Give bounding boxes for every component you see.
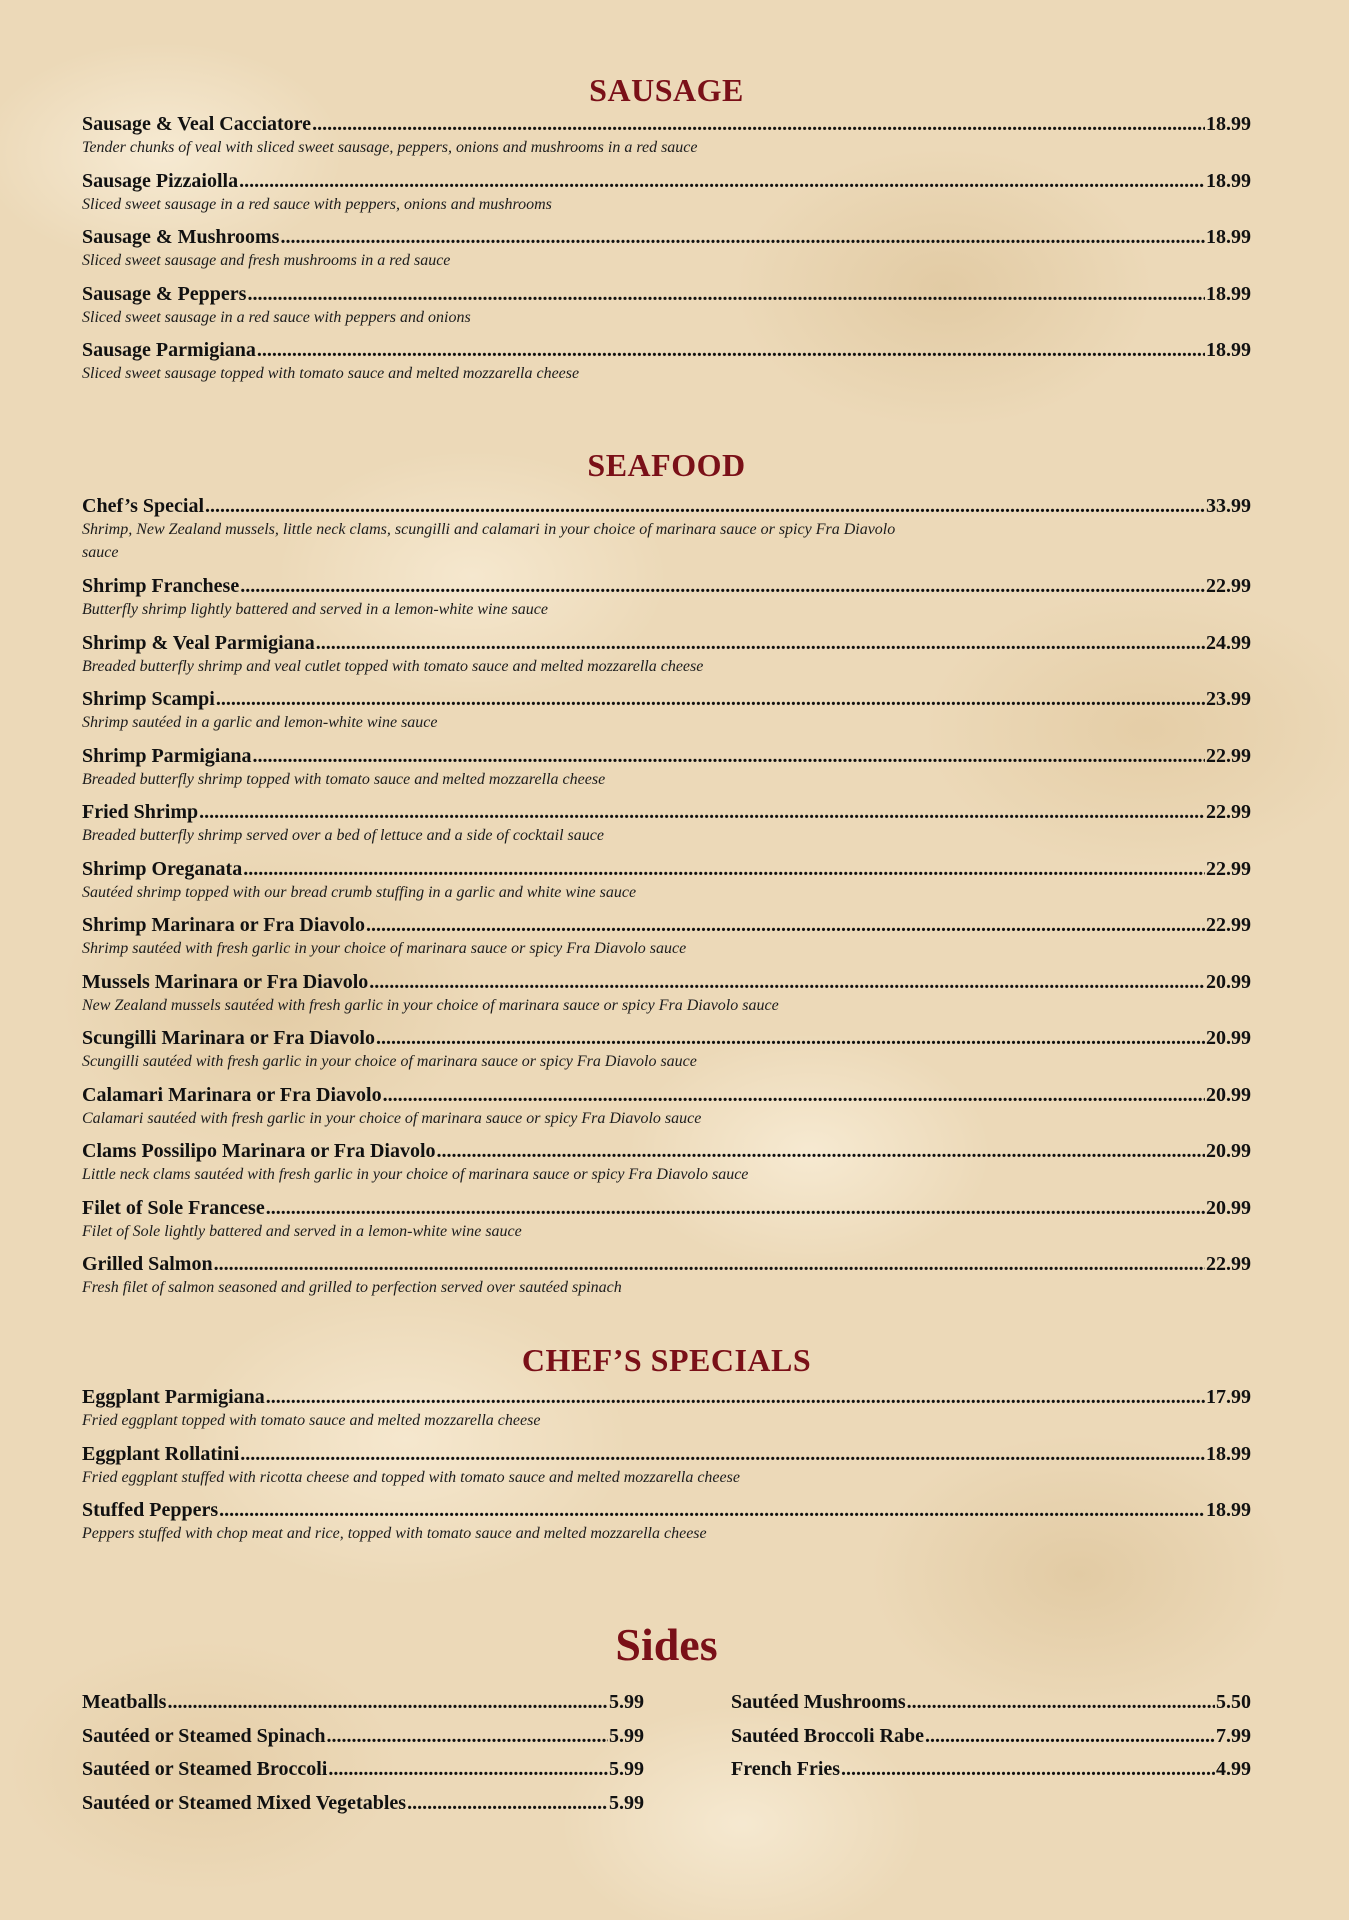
dot-leader <box>167 1690 608 1714</box>
dot-leader <box>216 687 1205 711</box>
dot-leader <box>257 338 1205 362</box>
dot-leader <box>407 1791 608 1815</box>
menu-item <box>82 1196 1251 1253</box>
item-description: Sliced sweet sausage topped with tomato sauce and melted mozzarella cheese <box>82 365 580 382</box>
item-name: Fried Shrimp <box>82 801 199 823</box>
item-price: 4.99 <box>1216 1758 1251 1780</box>
menu-item <box>82 225 1251 282</box>
item-name: Eggplant Parmigiana <box>82 1386 265 1408</box>
dot-leader <box>376 1026 1205 1050</box>
section-title-sausage: SAUSAGE <box>589 72 744 108</box>
dot-leader <box>243 857 1205 881</box>
menu-item <box>82 1083 1251 1140</box>
item-description: Sliced sweet sausage in a red sauce with peppers, onions and mushrooms <box>82 195 552 213</box>
item-price: 22.99 <box>1206 744 1251 767</box>
dot-leader <box>316 631 1205 655</box>
item-description: Shrimp sautéed with fresh garlic in your choice of marinara sauce or spicy Fra Diavolo sauce <box>82 940 687 957</box>
side-item <box>82 1757 644 1791</box>
dot-leader <box>925 1724 1215 1748</box>
menu-item <box>82 687 1251 744</box>
item-price: 18.99 <box>1206 282 1251 305</box>
item-name: Sautéed or Steamed Broccoli <box>82 1758 328 1780</box>
item-description: Breaded butterfly shrimp served over a bed of lettuce and a side of cocktail sauce <box>82 827 604 844</box>
item-price: 20.99 <box>1206 970 1251 993</box>
sides-list <box>82 1690 1251 1824</box>
item-price: 5.99 <box>609 1758 644 1780</box>
item-description: Calamari sautéed with fresh garlic in your choice of marinara sauce or spicy Fra Diavolo sauce <box>82 1109 702 1127</box>
dot-leader <box>240 574 1205 598</box>
dot-leader <box>214 1252 1205 1276</box>
sides-column-right <box>731 1690 1251 1824</box>
dot-leader <box>205 494 1205 518</box>
item-name: Sausage Pizzaiolla <box>82 169 239 192</box>
item-price: 5.99 <box>609 1724 644 1747</box>
section-title-seafood: SEAFOOD <box>587 447 746 483</box>
item-price: 18.99 <box>1206 1442 1251 1465</box>
item-name: Shrimp Franchese <box>82 575 240 597</box>
item-description: Scungilli sautéed with fresh garlic in your choice of marinara sauce or spicy Fra Diavolo sauce <box>82 1053 697 1070</box>
seafood-items <box>82 494 1251 1309</box>
item-name: Chef’s Special <box>82 495 205 517</box>
item-price: 18.99 <box>1206 339 1251 361</box>
item-name: Sausage & Veal Cacciatore <box>82 113 312 135</box>
item-description: Filet of Sole lightly battered and served in a lemon-white wine sauce <box>82 1222 522 1240</box>
item-price: 20.99 <box>1206 1027 1251 1049</box>
item-description: Fried eggplant topped with tomato sauce and melted mozzarella cheese <box>82 1412 541 1429</box>
item-name: Stuffed Peppers <box>82 1499 219 1521</box>
side-item <box>731 1757 1251 1791</box>
menu-item <box>82 913 1251 970</box>
menu-item <box>82 1385 1251 1442</box>
dot-leader <box>312 112 1205 136</box>
item-price: 5.99 <box>609 1791 644 1814</box>
side-item <box>82 1690 644 1724</box>
item-price: 22.99 <box>1206 1253 1251 1275</box>
item-price: 20.99 <box>1206 1140 1251 1162</box>
item-name: Shrimp Marinara or Fra Diavolo <box>82 914 365 936</box>
dot-leader <box>219 1498 1205 1522</box>
dot-leader <box>907 1690 1215 1714</box>
item-name: Shrimp & Veal Parmigiana <box>82 631 315 654</box>
item-name: Mussels Marinara or Fra Diavolo <box>82 970 369 993</box>
dot-leader <box>199 800 1205 824</box>
menu-item <box>82 744 1251 801</box>
item-price: 24.99 <box>1206 631 1251 654</box>
item-price: 20.99 <box>1206 1196 1251 1219</box>
side-item <box>731 1724 1251 1758</box>
item-description: Shrimp sautéed in a garlic and lemon-white wine sauce <box>82 714 438 731</box>
dot-leader <box>437 1139 1206 1163</box>
dot-leader <box>366 913 1205 937</box>
menu-item <box>82 338 1251 395</box>
sides-column-left <box>82 1690 644 1824</box>
menu-item <box>82 631 1251 688</box>
item-description: Peppers stuffed with chop meat and rice, topped with tomato sauce and melted mozzarella cheese <box>82 1525 707 1542</box>
dot-leader <box>841 1757 1215 1781</box>
dot-leader <box>369 970 1205 994</box>
item-name: Shrimp Oreganata <box>82 857 243 880</box>
menu-item <box>82 1442 1251 1499</box>
item-price: 22.99 <box>1206 914 1251 936</box>
item-price: 7.99 <box>1216 1724 1251 1747</box>
side-item <box>82 1791 644 1825</box>
item-name: French Fries <box>731 1758 841 1780</box>
item-description: Breaded butterfly shrimp and veal cutlet topped with tomato sauce and melted mozzarella cheese <box>82 657 704 675</box>
dot-leader <box>247 282 1205 306</box>
item-price: 18.99 <box>1206 169 1251 192</box>
section-title-chefs-specials: CHEF’S SPECIALS <box>521 1342 812 1378</box>
section-title-sides: Sides <box>615 1619 718 1670</box>
menu-item <box>82 970 1251 1027</box>
dot-leader <box>240 1442 1205 1466</box>
item-price: 5.99 <box>609 1691 644 1713</box>
item-name: Grilled Salmon <box>82 1253 213 1275</box>
item-name: Sautéed or Steamed Spinach <box>82 1724 326 1747</box>
item-price: 23.99 <box>1206 688 1251 710</box>
item-name: Sausage & Peppers <box>82 282 247 305</box>
dot-leader <box>252 744 1205 768</box>
item-name: Calamari Marinara or Fra Diavolo <box>82 1083 382 1106</box>
item-description: Fresh filet of salmon seasoned and grilled to perfection served over sautéed spinach <box>82 1279 622 1296</box>
dot-leader <box>328 1757 608 1781</box>
item-price: 33.99 <box>1206 495 1251 517</box>
dot-leader <box>280 225 1205 249</box>
item-description: Breaded butterfly shrimp topped with tomato sauce and melted mozzarella cheese <box>82 770 606 788</box>
menu-item <box>82 800 1251 857</box>
item-description: Little neck clams sautéed with fresh garlic in your choice of marinara sauce or spicy Fra Diavolo sauce <box>82 1166 749 1183</box>
item-name: Sautéed Broccoli Rabe <box>731 1724 924 1747</box>
item-price: 18.99 <box>1206 226 1251 248</box>
dot-leader <box>239 169 1205 193</box>
side-item <box>731 1690 1251 1724</box>
dot-leader <box>266 1385 1205 1409</box>
side-item <box>82 1724 644 1758</box>
menu-item <box>82 494 1251 574</box>
item-name: Shrimp Scampi <box>82 688 215 710</box>
menu-item <box>82 112 1251 169</box>
item-description: Sliced sweet sausage in a red sauce with peppers and onions <box>82 308 471 326</box>
item-price: 18.99 <box>1206 113 1251 135</box>
menu-item <box>82 1139 1251 1196</box>
item-name: Shrimp Parmigiana <box>82 744 252 767</box>
item-name: Sausage Parmigiana <box>82 339 256 361</box>
item-name: Sautéed or Steamed Mixed Vegetables <box>82 1791 407 1814</box>
item-price: 18.99 <box>1206 1499 1251 1521</box>
item-description: Sliced sweet sausage and fresh mushrooms in a red sauce <box>82 252 451 269</box>
item-price: 20.99 <box>1206 1083 1251 1106</box>
item-name: Sausage & Mushrooms <box>82 226 280 248</box>
menu-item <box>82 1026 1251 1083</box>
item-name: Clams Possilipo Marinara or Fra Diavolo <box>82 1140 436 1162</box>
item-name: Eggplant Rollatini <box>82 1442 240 1465</box>
item-price: 22.99 <box>1206 857 1251 880</box>
item-description: Sautéed shrimp topped with our bread crumb stuffing in a garlic and white wine sauce <box>82 883 637 901</box>
menu-item <box>82 169 1251 226</box>
item-price: 22.99 <box>1206 575 1251 597</box>
item-name: Sautéed Mushrooms <box>731 1691 906 1713</box>
chefs-specials-items <box>82 1385 1251 1555</box>
menu-item <box>82 1498 1251 1555</box>
item-price: 17.99 <box>1206 1386 1251 1408</box>
dot-leader <box>383 1083 1205 1107</box>
menu-item <box>82 282 1251 339</box>
dot-leader <box>266 1196 1205 1220</box>
menu-item <box>82 857 1251 914</box>
item-name: Scungilli Marinara or Fra Diavolo <box>82 1027 375 1049</box>
item-description: Butterfly shrimp lightly battered and served in a lemon-white wine sauce <box>82 601 548 618</box>
sausage-items <box>82 112 1251 395</box>
item-description: Shrimp, New Zealand mussels, little neck clams, scungilli and calamari in your choice of marinara sauce or spicy Fra Diavolo sauce <box>82 521 896 561</box>
item-name: Meatballs <box>82 1691 167 1713</box>
item-description: New Zealand mussels sautéed with fresh garlic in your choice of marinara sauce or spicy Fra Diavolo sauce <box>82 996 779 1014</box>
dot-leader <box>327 1724 608 1748</box>
item-name: Filet of Sole Francese <box>82 1196 265 1219</box>
item-price: 22.99 <box>1206 801 1251 823</box>
menu-item <box>82 574 1251 631</box>
item-price: 5.50 <box>1216 1691 1251 1713</box>
item-description: Fried eggplant stuffed with ricotta cheese and topped with tomato sauce and melted mozzarella cheese <box>82 1468 740 1486</box>
menu-item <box>82 1252 1251 1309</box>
item-description: Tender chunks of veal with sliced sweet sausage, peppers, onions and mushrooms in a red sauce <box>82 139 698 156</box>
